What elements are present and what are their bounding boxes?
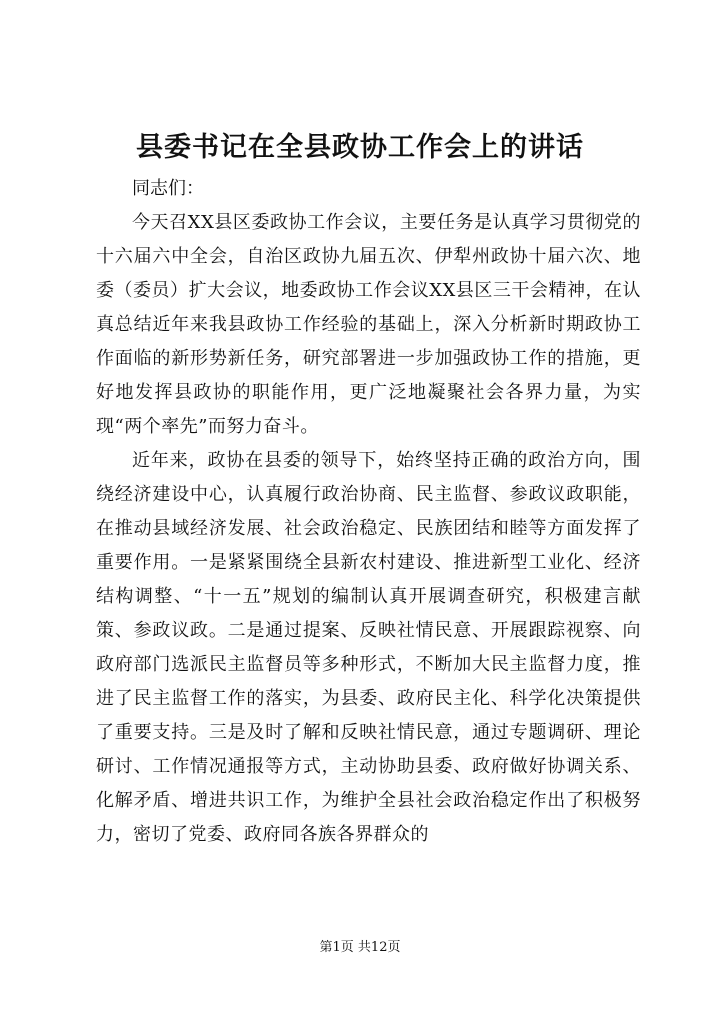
paragraph-1: 今天召XX县区委政协工作会议，主要任务是认真学习贯彻党的十六届六中全会，自治区政协九届五次、伊犁州政协十届六次、地委（委员）扩大会议，地委政协工作会议XX县区三干会精神，在认真总结近年来我县政协工作经验的基础上，深入分析新时期政协工作面临的新形势新任务，研究部署进一步加强政协工作的措施，更好地发挥县政协的职能作用，更广泛地凝聚社会各界力量，为实现“两个率先”而努力奋斗。	[96, 212, 641, 437]
salutation: 同志们：	[132, 178, 204, 199]
page-number-footer: 第1页 共12页	[319, 940, 401, 955]
document-title: 县委书记在全县政协工作会上的讲话	[136, 132, 584, 163]
document-body	[96, 172, 641, 852]
paragraph-2: 近年来，政协在县委的领导下，始终坚持正确的政治方向，围绕经济建设中心，认真履行政治协商、民主监督、参政议政职能，在推动县域经济发展、社会政治稳定、民族团结和睦等方面发挥了重要作用。一是紧紧围绕全县新农村建设、推进新型工业化、经济结构调整、“十一五”规划的编制认真开展调查研究，积极建言献策、参政议政。二是通过提案、反映社情民意、开展跟踪视察、向政府部门选派民主监督员等多种形式，不断加大民主监督力度，推进了民主监督工作的落实，为县委、政府民主化、科学化决策提供了重要支持。三是及时了解和反映社情民意，通过专题调研、理论研讨、工作情况通报等方式，主动协助县委、政府做好协调关系、化解矛盾、增进共识工作，为维护全县社会政治稳定作出了积极努力，密切了党委、政府同各族各界群众的	[96, 450, 641, 845]
